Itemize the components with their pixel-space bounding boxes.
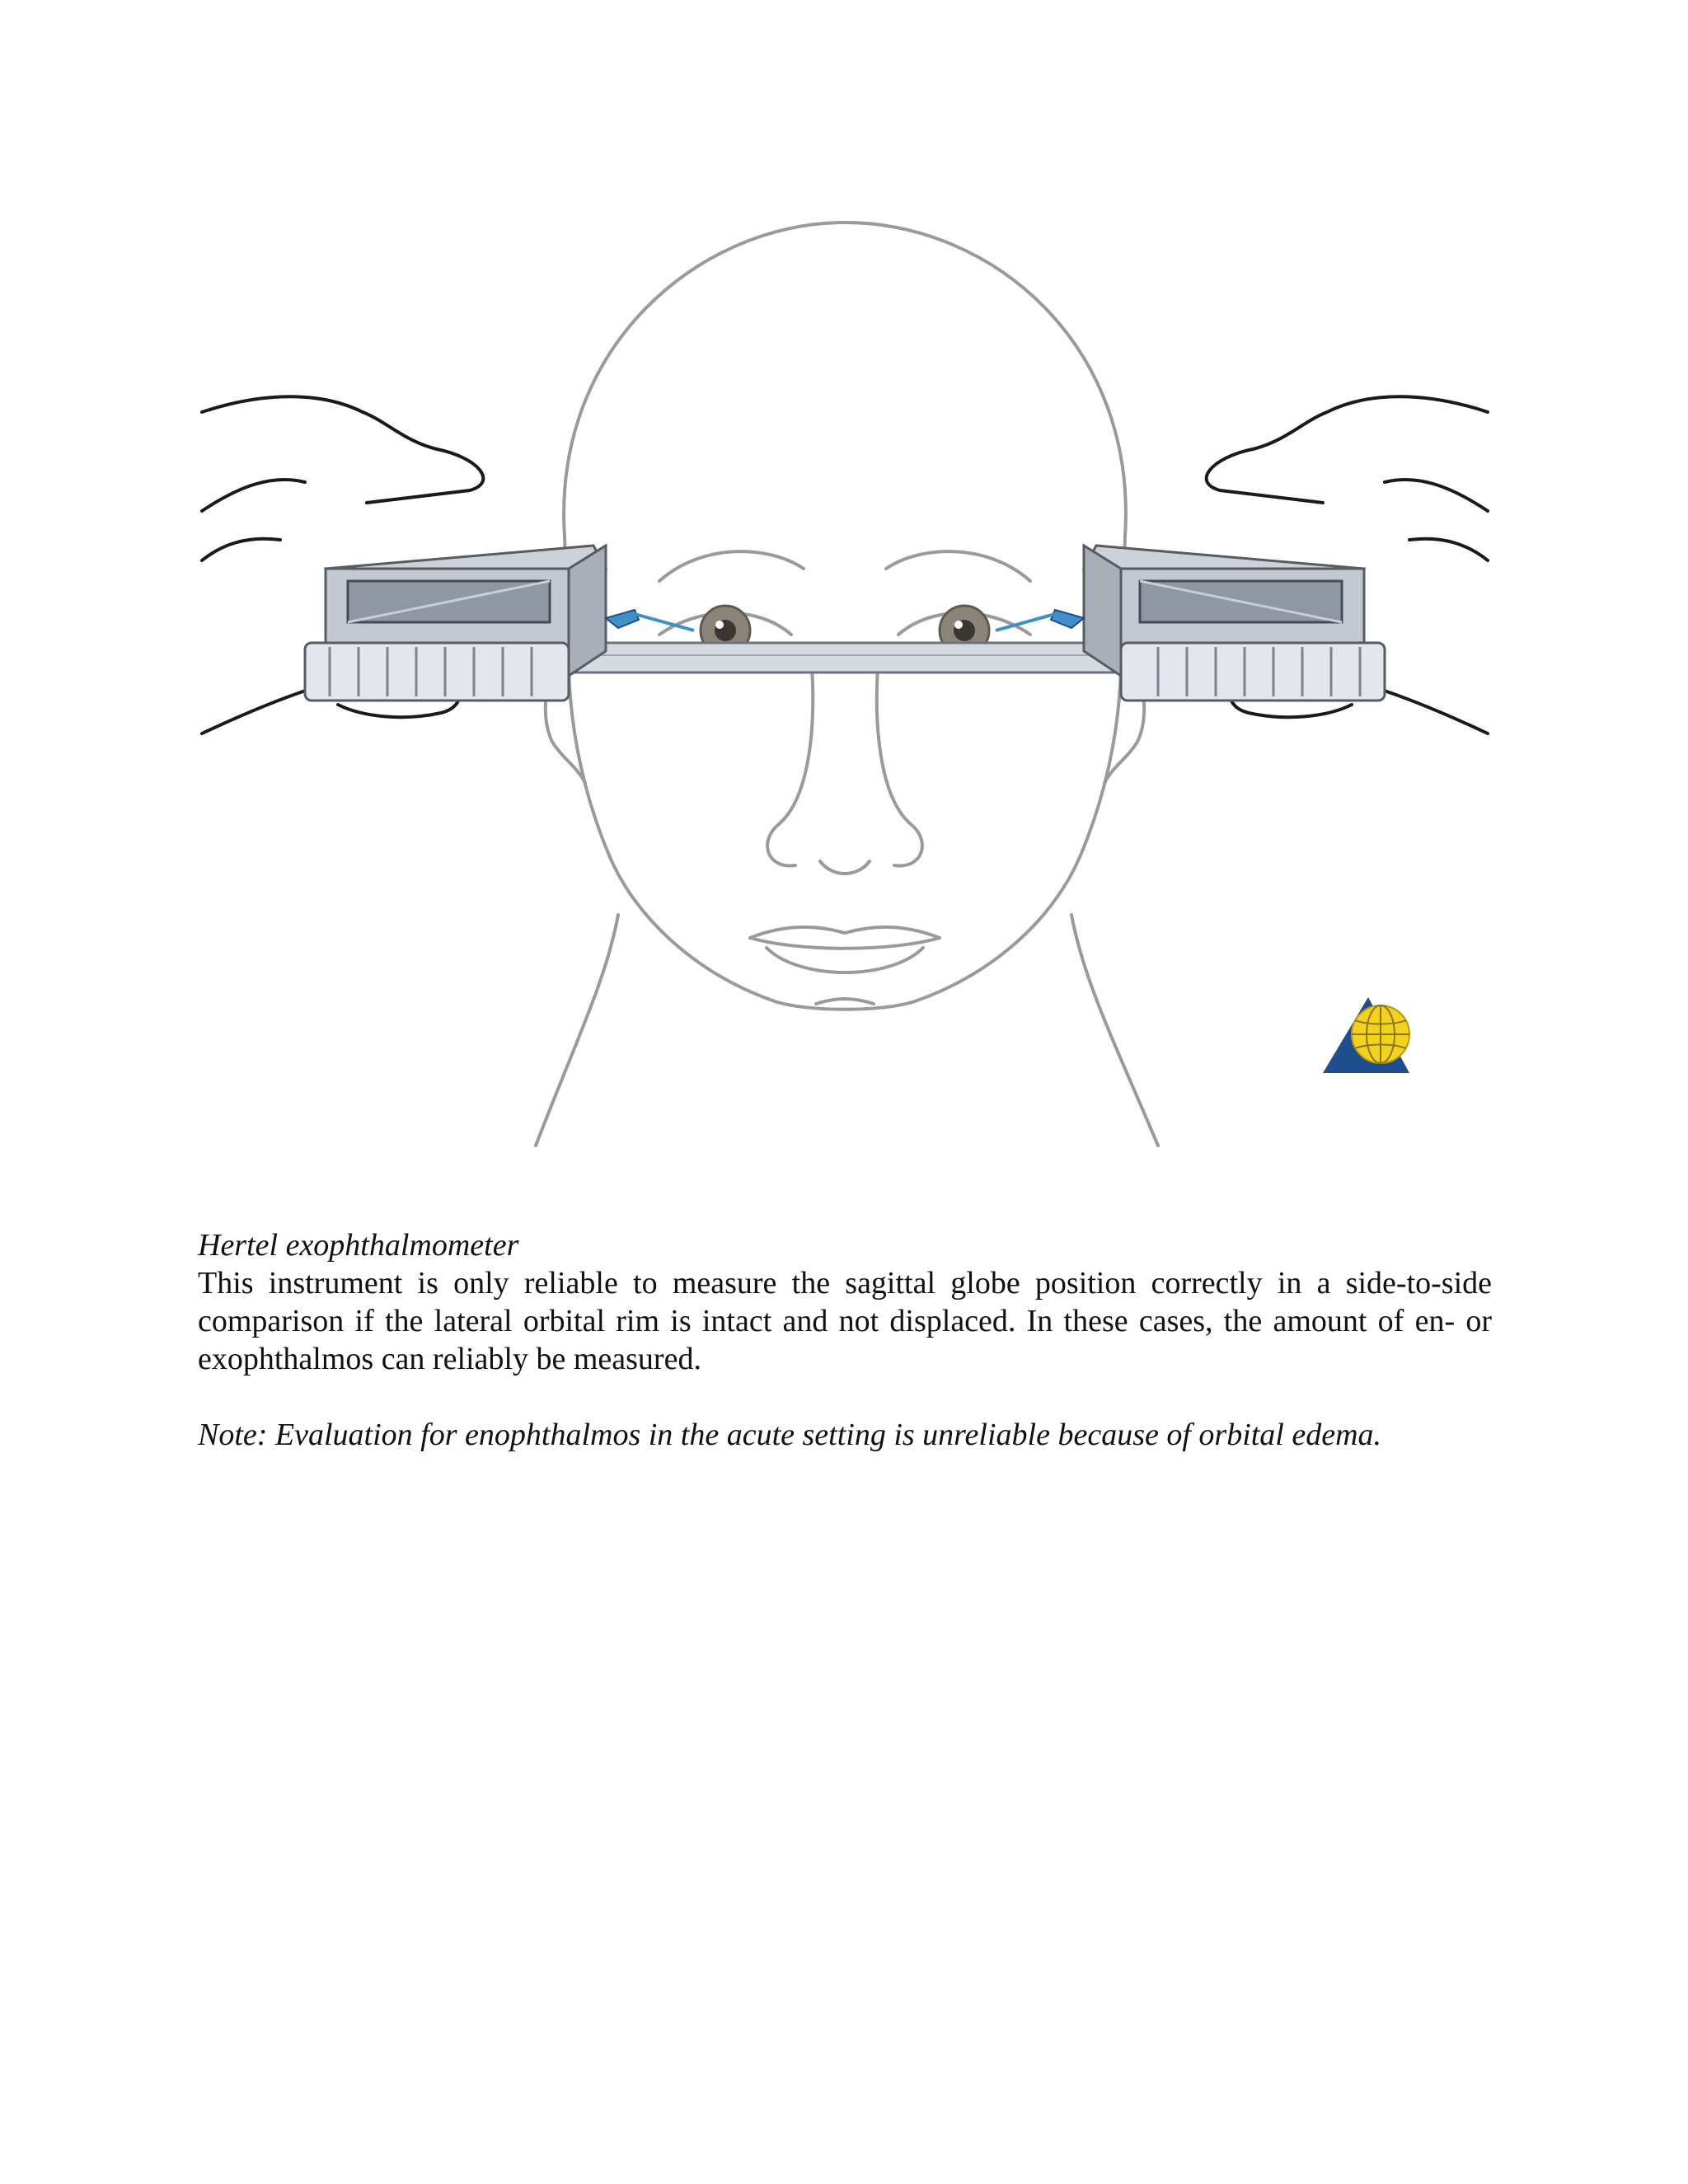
hertel-exophthalmometer-illustration — [190, 206, 1500, 1162]
exophthalmometer-instrument — [305, 546, 1385, 701]
publisher-globe-logo-icon — [1323, 997, 1409, 1073]
caption-note: Note: Evaluation for enophthalmos in the acute setting is unreliable because of orbital edema. — [198, 1418, 1382, 1452]
caption-body: This instrument is only reliable to measure the sagittal globe position correctly in a side-to-side comparison if the lateral orbital rim is intact and not displaced. In these cases, the amount of en- or exophthalmos can reliably be measured. — [198, 1266, 1492, 1376]
figure-title: Hertel exophthalmometer — [198, 1228, 519, 1263]
face-outline — [536, 223, 1158, 1146]
figure-caption — [198, 1226, 1492, 1454]
illustration-svg — [190, 206, 1500, 1162]
